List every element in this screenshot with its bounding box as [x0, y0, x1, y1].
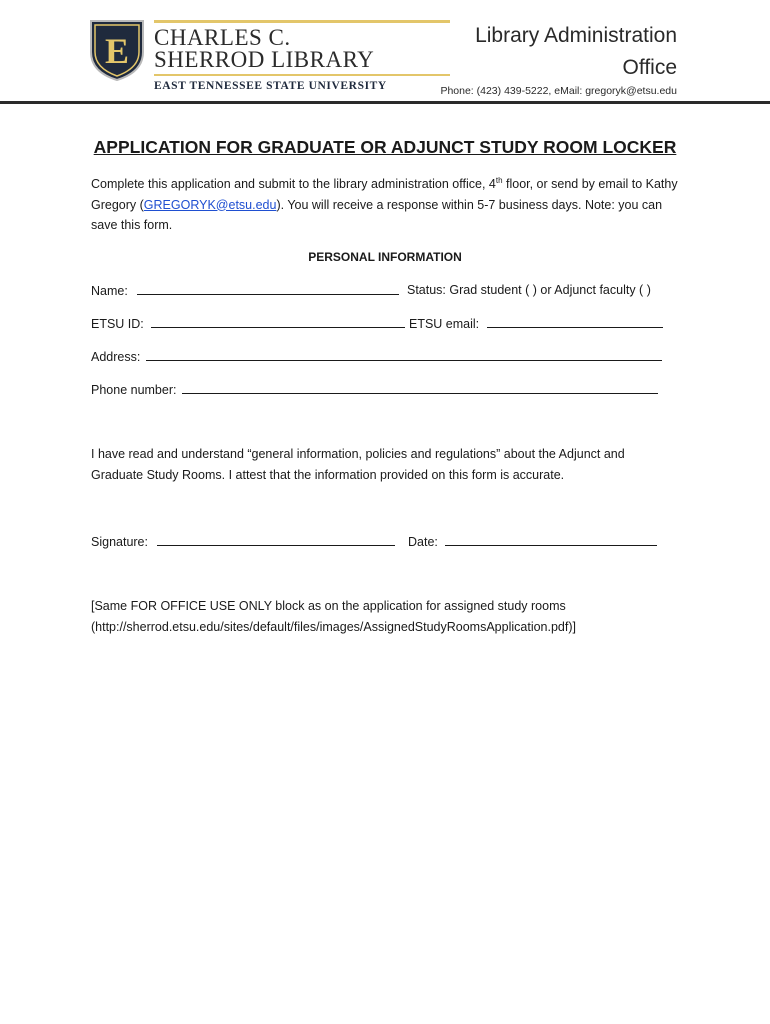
etsu-id-row — [91, 316, 405, 331]
date-field[interactable] — [445, 534, 657, 546]
logo-text-line2: SHERROD LIBRARY — [154, 47, 375, 72]
office-use-note: [Same FOR OFFICE USE ONLY block as on the application for assigned study rooms (http://sherrod.etsu.edu/sites/default/files/images/AssignedStudyRoomsApplication.pdf)] — [91, 599, 576, 634]
logo-gold-divider — [154, 74, 450, 76]
intro-superscript: th — [495, 175, 503, 185]
office-contact: Phone: (423) 439-5222, eMail: gregoryk@etsu.edu — [440, 85, 677, 97]
intro-text-3: ). You will receive a response within 5-7 business days. Note: you can save this form. — [91, 197, 663, 232]
section-heading: PERSONAL INFORMATION — [308, 250, 462, 264]
signature-field[interactable] — [157, 534, 395, 546]
header-divider — [0, 101, 770, 104]
office-title-line1: Library Administration — [475, 24, 677, 47]
etsu-shield-icon — [88, 18, 146, 82]
etsu-email-field[interactable] — [487, 316, 663, 328]
document-title: APPLICATION FOR GRADUATE OR ADJUNCT STUDY ROOM LOCKER — [93, 137, 677, 157]
etsu-email-row — [409, 316, 663, 331]
etsu-id-field[interactable] — [151, 316, 405, 328]
shield-letter: E — [104, 31, 130, 71]
address-label: Address: — [91, 350, 141, 364]
page-header — [0, 0, 770, 108]
status-label: Status: Grad student ( ) or Adjunct faculty ( ) — [407, 283, 651, 297]
intro-paragraph — [91, 174, 681, 236]
phone-row — [91, 382, 658, 397]
email-link[interactable]: GREGORYK@etsu.edu — [143, 197, 277, 212]
etsu-email-label: ETSU email: — [409, 317, 480, 331]
phone-label: Phone number: — [91, 383, 177, 397]
library-logo — [88, 18, 387, 98]
attestation-paragraph: I have read and understand “general information, policies and regulations” about the Adjunct and Graduate Study Rooms. I attest that the information provided on this form is accurate. — [91, 447, 625, 482]
name-label: Name: — [91, 284, 128, 298]
office-title — [417, 20, 677, 84]
date-label: Date: — [408, 535, 438, 549]
etsu-id-label: ETSU ID: — [91, 317, 144, 331]
intro-text-1: Complete this application and submit to the library administration office, 4 — [91, 177, 496, 191]
signature-label: Signature: — [91, 535, 148, 549]
status-row — [407, 283, 651, 297]
logo-text-line1: CHARLES C. — [154, 25, 291, 50]
intro-text-2: floor, or send by email to Kathy Gregory ( — [91, 177, 678, 212]
phone-field[interactable] — [182, 382, 658, 394]
signature-row — [91, 534, 395, 549]
logo-gold-rule — [154, 20, 450, 23]
date-row — [408, 534, 657, 549]
name-field[interactable] — [137, 283, 399, 295]
address-field[interactable] — [146, 349, 662, 361]
logo-university: EAST TENNESSEE STATE UNIVERSITY — [154, 80, 387, 92]
office-title-line2: Office — [622, 56, 677, 79]
name-row — [91, 283, 399, 298]
address-row — [91, 349, 662, 364]
